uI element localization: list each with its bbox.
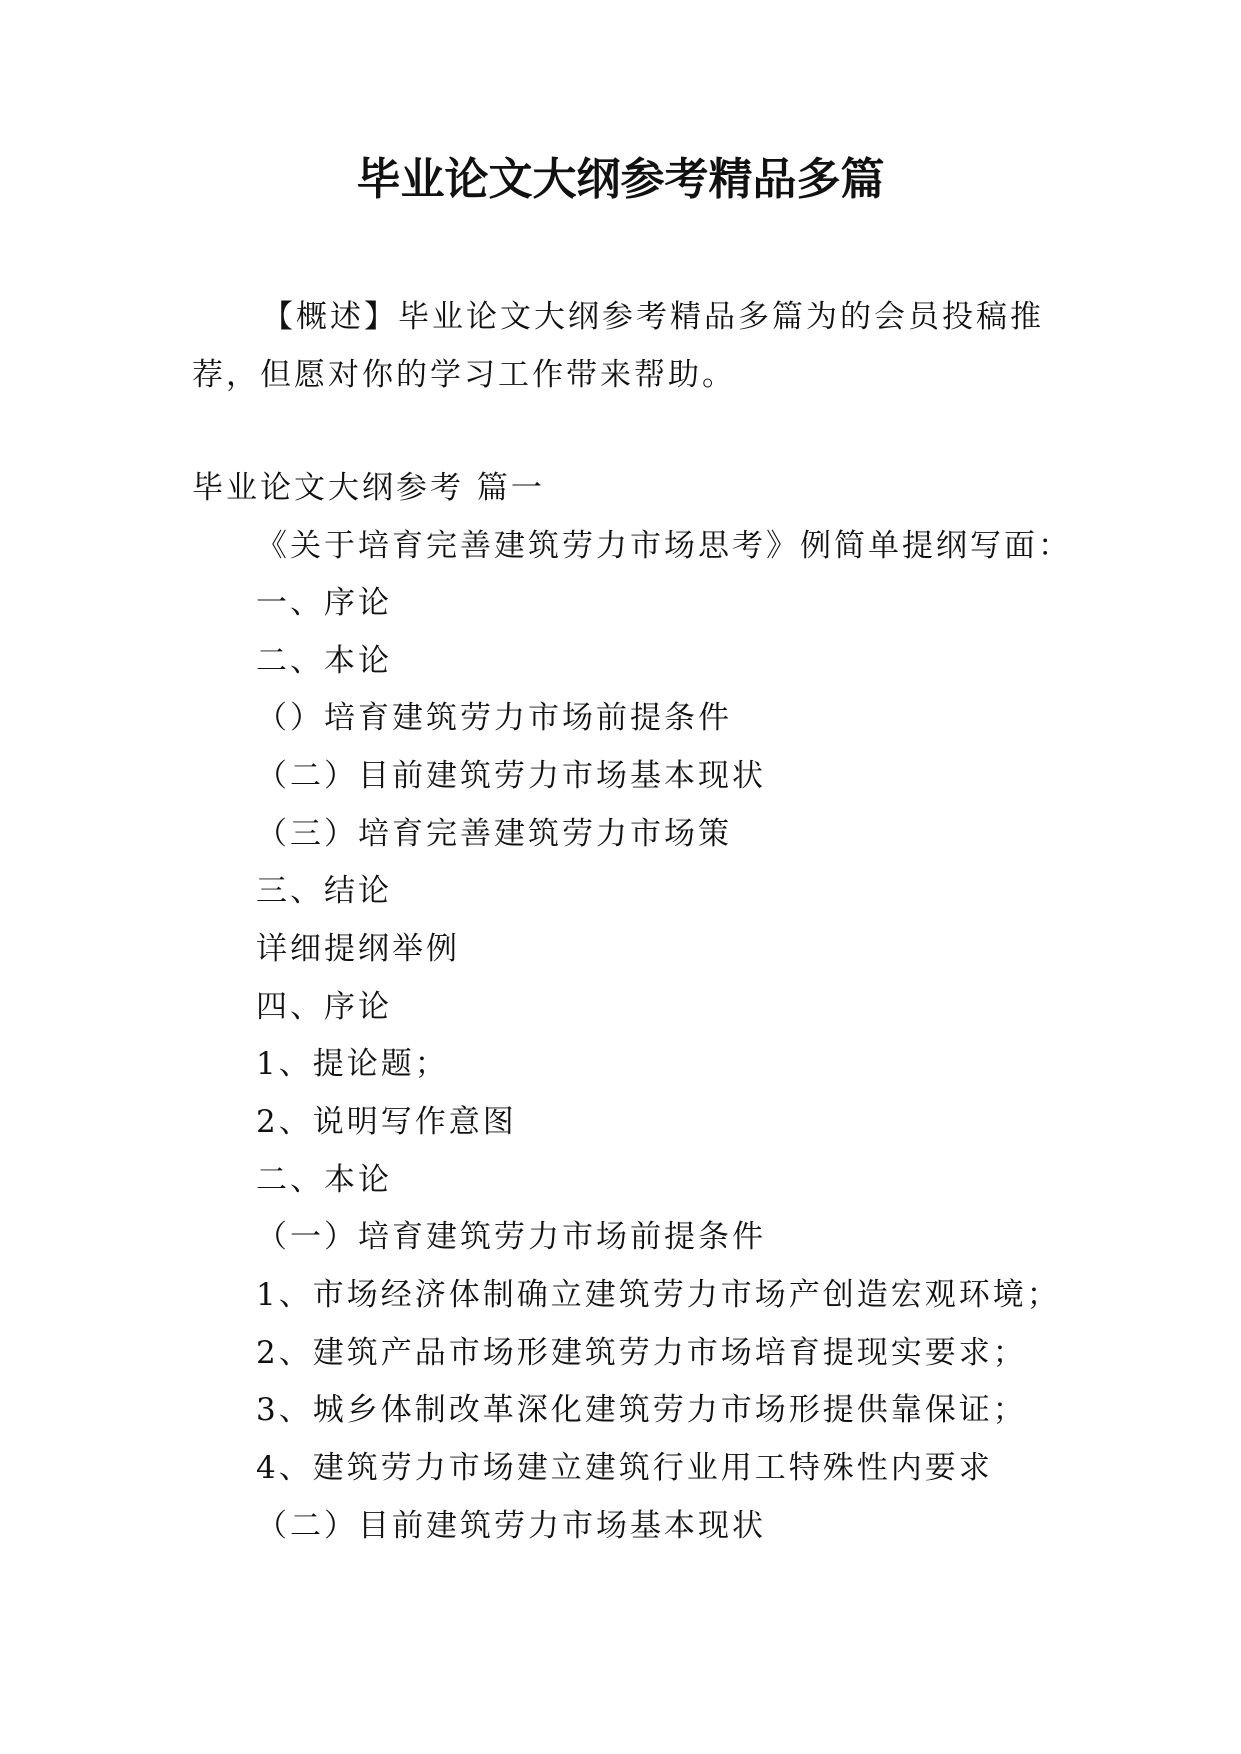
section-heading: 毕业论文大纲参考 篇一 (192, 470, 545, 506)
outline-line: （二）目前建筑劳力市场基本现状 (256, 1508, 766, 1544)
outline-line: 一、序论 (256, 585, 392, 621)
outline-line: 详细提纲举例 (256, 931, 460, 967)
outline-line: 4、建筑劳力市场建立建筑行业用工特殊性内要求 (256, 1450, 993, 1486)
outline-line: 《关于培育完善建筑劳力市场思考》例简单提纲写面： (256, 528, 1072, 564)
outline-line: 2、建筑产品市场形建筑劳力市场培育提现实要求； (256, 1335, 1027, 1371)
outline-line: 二、本论 (256, 1162, 392, 1198)
outline-line: 1、提论题； (256, 1046, 449, 1082)
outline-line: 四、序论 (256, 989, 392, 1025)
summary-text: 【概述】毕业论文大纲参考精品多篇为的会员投稿推荐，但愿对你的学习工作带来帮助。 (192, 299, 1044, 393)
summary-paragraph (192, 288, 1072, 404)
outline-line: （）培育建筑劳力市场前提条件 (256, 700, 732, 736)
outline-line: 3、城乡体制改革深化建筑劳力市场形提供靠保证； (256, 1392, 1027, 1428)
outline-line: （二）目前建筑劳力市场基本现状 (256, 758, 766, 794)
outline-line: （一）培育建筑劳力市场前提条件 (256, 1219, 766, 1255)
outline-line: 三、结论 (256, 873, 392, 909)
outline-line: 二、本论 (256, 643, 392, 679)
outline-line: （三）培育完善建筑劳力市场策 (256, 816, 732, 852)
outline-line: 1、市场经济体制确立建筑劳力市场产创造宏观环境； (256, 1277, 1061, 1313)
outline-line: 2、说明写作意图 (256, 1104, 517, 1140)
document-title: 毕业论文大纲参考精品多篇 (356, 154, 885, 205)
